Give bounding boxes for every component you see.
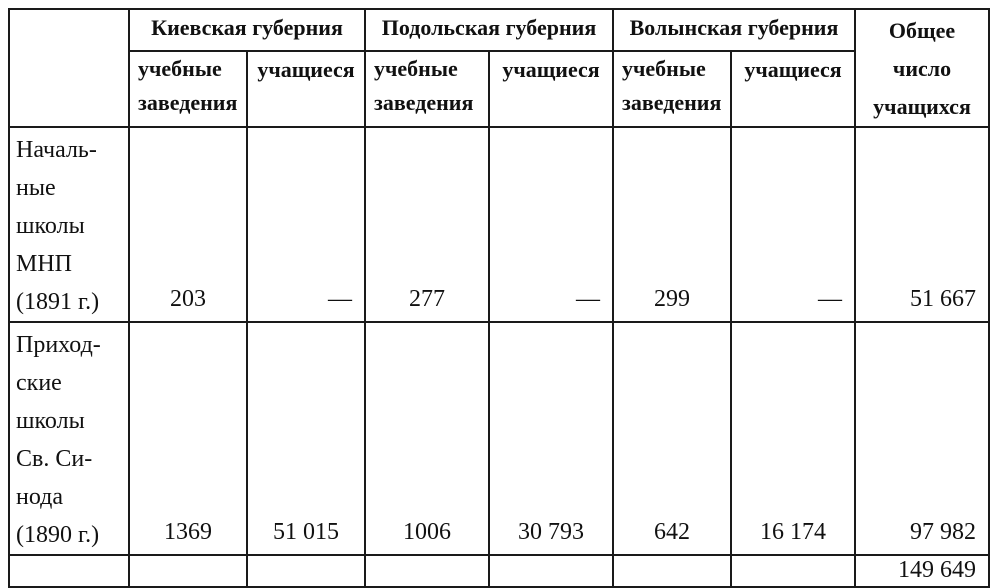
empty-cell	[129, 555, 247, 587]
header-volhynia: Волынская губерния	[613, 9, 855, 51]
row-label: Приход-ские школы Св. Си-нода (1890 г.)	[9, 322, 129, 555]
empty-cell	[613, 555, 731, 587]
cell-value: 97 982	[855, 322, 989, 555]
subheader-students: учащиеся	[731, 51, 855, 127]
statistics-table	[8, 8, 990, 588]
cell-value: 642	[613, 322, 731, 555]
cell-value: 1369	[129, 322, 247, 555]
header-total-students: Общее число учащихся	[855, 9, 989, 127]
cell-value: 51 015	[247, 322, 365, 555]
corner-cell	[9, 9, 129, 127]
empty-cell	[731, 555, 855, 587]
subheader-institutions: учебные заведения	[613, 51, 731, 127]
subheader-institutions: учебные заведения	[365, 51, 489, 127]
subheader-institutions: учебные заведения	[129, 51, 247, 127]
table-row	[9, 127, 989, 322]
cell-value: 277	[365, 127, 489, 322]
cell-value: —	[731, 127, 855, 322]
subheader-students: учащиеся	[489, 51, 613, 127]
cell-value: 1006	[365, 322, 489, 555]
table-row-total	[9, 555, 989, 587]
header-row-subcolumns	[9, 51, 989, 127]
cell-value: —	[489, 127, 613, 322]
empty-cell	[489, 555, 613, 587]
empty-cell	[247, 555, 365, 587]
header-podolia: Подольская губерния	[365, 9, 613, 51]
row-label: Началь-ные школы МНП (1891 г.)	[9, 127, 129, 322]
grand-total: 149 649	[855, 555, 989, 587]
cell-value: 30 793	[489, 322, 613, 555]
header-row-provinces	[9, 9, 989, 51]
table-row	[9, 322, 989, 555]
cell-value: 51 667	[855, 127, 989, 322]
cell-value: 16 174	[731, 322, 855, 555]
cell-value: —	[247, 127, 365, 322]
empty-cell	[9, 555, 129, 587]
cell-value: 299	[613, 127, 731, 322]
empty-cell	[365, 555, 489, 587]
subheader-students: учащиеся	[247, 51, 365, 127]
header-kiev: Киевская губерния	[129, 9, 365, 51]
cell-value: 203	[129, 127, 247, 322]
